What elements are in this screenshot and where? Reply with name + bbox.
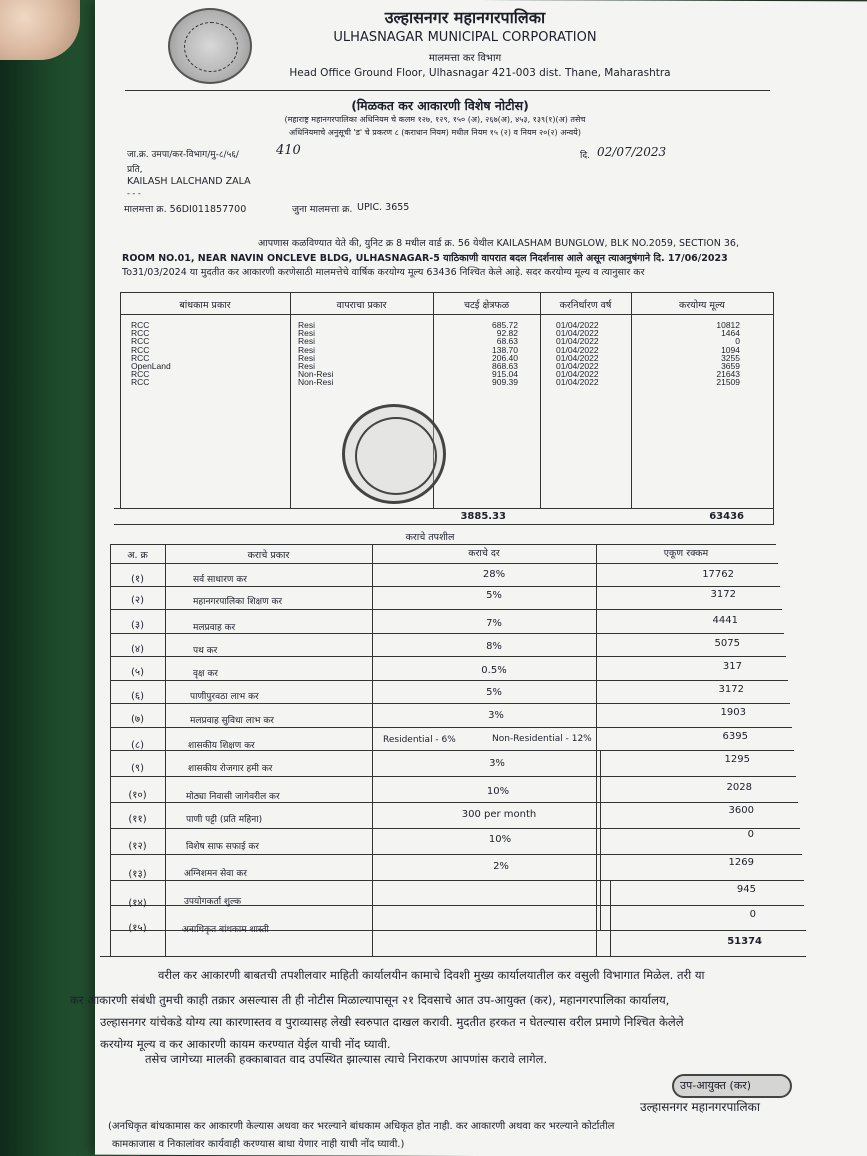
tax-row-name: मोठ्या निवासी जागेवरील कर	[186, 792, 280, 802]
total-area: 3885.33	[460, 511, 506, 522]
signatory-title: उप-आयुक्त (कर)	[680, 1079, 752, 1092]
tax-row-sr: (३)	[130, 620, 144, 631]
taxable-value-list: 10812 1464 0 1094 3255 3659 21643 21509	[716, 320, 740, 388]
body-line-1: आपणास कळविण्यात येते की, युनिट क्र 8 मधील वार्ड क्र. 56 येथील KAILASHAM BUNGLOW, BLK NO.2059, SECTION 36,	[258, 238, 740, 249]
tax-row-amount: 17762	[702, 569, 734, 580]
tax-row-amount: 1903	[720, 707, 746, 718]
tax-row-sr: (१३)	[128, 869, 147, 880]
tax-row-amount: 317	[722, 661, 742, 672]
construction-types-list: RCC RCC RCC RCC RCC OpenLand RCC RCC	[131, 320, 171, 388]
carpet-area-list: 685.72 92.82 68.63 138.70 206.40 868.63 915.04 909.39	[492, 320, 518, 388]
tax-row-sr: (४)	[130, 644, 144, 655]
tax-row-rate: 10%	[488, 834, 512, 845]
tax-row-sr: (१०)	[128, 790, 147, 801]
date-label: दि.	[580, 151, 590, 161]
tax-row-amount: 3172	[718, 684, 744, 695]
col-tax-rate: कराचे दर	[468, 548, 500, 559]
to-label: प्रति,	[127, 165, 143, 175]
tax-row-amount: 0	[749, 909, 756, 920]
tax-row-sr: (९)	[130, 763, 144, 774]
tax-row-amount: 0	[747, 829, 754, 840]
education-tax-nonresidential: Non-Residential - 12%	[492, 734, 592, 744]
office-address: Head Office Ground Floor, Ulhasnagar 421-003 dist. Thane, Maharashtra	[289, 67, 671, 79]
tax-row-name: महानगरपालिका शिक्षण कर	[193, 597, 283, 607]
tax-row-amount: 6395	[722, 731, 748, 742]
tax-row-rate: 5%	[486, 687, 502, 698]
tax-row-name: सर्व साधारण कर	[193, 575, 247, 585]
tax-row-rate: 8%	[486, 641, 502, 652]
tax-row-name: उपयोगकर्ता शुल्क	[184, 897, 241, 907]
body-line-2: ROOM NO.01, NEAR NAVIN ONCLEVE BLDG, ULHASNAGAR-5 याठिकाणी वापरात बदल निदर्शनास आले असून त्याअनुषंगाने दि. 17/06/2023	[122, 253, 728, 264]
tax-row-rate: 300 per month	[461, 809, 537, 820]
notice-subtitle-1: (महाराष्ट्र महानगरपालिका अधिनियम चे कलम १२७, १२९, १५० (अ), २६७(अ), ४५३, १३९(१)(अ) तसेच	[284, 115, 586, 124]
tax-row-name: अनाधिकृत बांधकाम शास्ती	[182, 925, 269, 935]
org-name-marathi: उल्हासनगर महानगरपालिका	[384, 8, 546, 27]
col-taxable-value: करयोग्य मूल्य	[679, 300, 725, 311]
org-name-english: ULHASNAGAR MUNICIPAL CORPORATION	[333, 30, 597, 45]
tax-row-sr: (११)	[128, 814, 147, 825]
total-taxable-value: 63436	[709, 511, 744, 522]
notice-date: 02/07/2023	[597, 145, 667, 159]
reference-number: 410	[276, 143, 301, 158]
footer-para-4: करयोग्य मूल्य व कर आकारणी कायम करण्यात येईल याची नोंद घ्यावी.	[100, 1037, 391, 1051]
footer-para-5: तसेच जागेच्या मालकी हक्काबावत वाद उपस्थित झाल्यास त्याचे निराकरण आपणांस करावे लागेल.	[145, 1052, 548, 1066]
tax-row-rate: 0.5%	[481, 665, 507, 676]
official-stamp-icon	[342, 404, 446, 504]
education-tax-residential: Residential - 6%	[383, 735, 456, 745]
tax-row-rate: 7%	[486, 618, 502, 629]
assessment-year-list: 01/04/2022 01/04/2022 01/04/2022 01/04/2022 01/04/2022 01/04/2022 01/04/2022 01/04/2022	[556, 320, 599, 388]
col-construction-type: बांधकाम प्रकार	[179, 300, 231, 311]
divider	[125, 90, 770, 91]
reference-label: जा.क्र. उमपा/कर-विभाग/मु-८/५६/	[127, 150, 239, 160]
corporation-seal-icon	[168, 8, 252, 84]
notice-title: (मिळकत कर आकारणी विशेष नोटीस)	[351, 98, 529, 113]
footer-para-2: कर आकारणी संबंधी तुमची काही तक्रार असल्यास ती ही नोटीस मिळाल्यापासून २१ दिवसाचे आत उप-आयुक्त (कर), महानगरपालिका कार्यालय,	[70, 993, 670, 1007]
tax-row-amount: 4441	[712, 615, 738, 626]
tax-row-sr: (१४)	[128, 898, 147, 909]
tax-row-sr: (५)	[130, 667, 144, 678]
tax-row-rate: 28%	[482, 569, 506, 580]
tax-row-name: मलप्रवाह कर	[193, 623, 236, 633]
tax-row-name: विशेष साफ सफाई कर	[186, 842, 259, 852]
tax-row-amount: 3600	[728, 805, 754, 816]
col-assessment-year: करनिर्धारण वर्ष	[559, 300, 612, 311]
tax-row-name: पथ कर	[193, 646, 218, 656]
col-total-amount: एकूण रक्कम	[663, 548, 709, 559]
tax-row-rate: 5%	[486, 590, 502, 601]
footer-para-3: उल्हासनगर यांचेकडे योग्य त्या कारणास्तव व पुराव्यासह लेखी स्वरुपात दाखल करावी. मुदतीत हरकत न घेतल्यास वरील प्रमाणे निश्चित केलेले	[100, 1015, 684, 1029]
col-carpet-area: चटई क्षेत्रफळ	[463, 300, 510, 311]
tax-row-sr: (२)	[130, 595, 144, 606]
tax-row-sr: (७)	[130, 714, 144, 725]
tax-row-name: शासकीय रोजगार हमी कर	[188, 764, 273, 774]
tax-row-sr: (१)	[130, 574, 144, 585]
tax-row-name: अग्निशमन सेवा कर	[184, 869, 247, 879]
department: मालमत्ता कर विभाग	[428, 53, 502, 64]
notice-subtitle-2: अधिनियमाचे अनुसूची 'ड' चे प्रकरण ८ (कराधान नियम) मधील नियम १५ (२) व नियम २०(२) अन्वये)	[289, 128, 581, 137]
col-tax-type: कराचे प्रकार	[247, 550, 290, 561]
tax-row-amount: 1295	[724, 754, 750, 765]
property-number: मालमत्ता क्र. 56DI011857700	[124, 204, 247, 215]
old-property-number: जुना मालमत्ता क्र.	[292, 204, 353, 215]
tax-row-rate: 2%	[493, 861, 509, 872]
col-usage-type: वापराचा प्रकार	[336, 300, 387, 311]
tax-row-amount: 1269	[728, 857, 754, 868]
tax-row-amount: 5075	[714, 638, 740, 649]
disclaimer-line-2: कामकाजास व निकालांवर कार्यवाही करण्यास बाधा येणार नाही याची नोंद घ्यावी.)	[112, 1139, 405, 1150]
address-placeholder: - - -	[127, 189, 141, 198]
tax-row-rate: 3%	[489, 758, 505, 769]
upic-number: UPIC. 3655	[357, 202, 410, 213]
tax-total-amount: 51374	[727, 936, 762, 947]
footer-para-1: वरील कर आकारणी बाबतची तपशीलवार माहिती कार्यालयीन कामाचे दिवशी मुख्य कार्यालयातील कर वसुली विभागात मिळेल. तरी या	[158, 968, 705, 982]
tax-row-sr: (८)	[130, 740, 144, 751]
body-line-3: To31/03/2024 या मुदतीत कर आकारणी करणेसाठी मालमत्तेचे वार्षिक करयोग्य मूल्य 63436 निश्चित केले आहे. सदर करयोग्य मूल्य व त्यानुसार कर	[122, 267, 645, 278]
owner-name: KAILASH LALCHAND ZALA	[127, 176, 251, 187]
tax-row-sr: (६)	[130, 691, 144, 702]
tax-row-sr: (१२)	[128, 841, 147, 852]
tax-row-name: पाणी पट्टी (प्रति महिना)	[186, 815, 263, 825]
tax-row-name: वृक्ष कर	[193, 669, 218, 679]
tax-table-caption: कराचे तपशील	[405, 532, 455, 543]
tax-row-rate: 3%	[488, 710, 504, 721]
tax-row-name: मलप्रवाह सुविधा लाभ कर	[190, 716, 274, 726]
tax-row-rate: 10%	[486, 786, 510, 797]
tax-row-amount: 945	[736, 884, 756, 895]
disclaimer-line-1: (अनधिकृत बांधकामास कर आकारणी केल्यास अथवा कर भरल्याने बांधकाम अधिकृत होत नाही. कर आकारणी अथवा कर भरल्याने कोर्टातील	[108, 1121, 615, 1132]
usage-types-list: Resi Resi Resi Resi Resi Resi Non-Resi Non-Resi	[298, 320, 334, 388]
tax-row-name: शासकीय शिक्षण कर	[188, 741, 255, 751]
tax-row-amount: 3172	[710, 589, 736, 600]
col-sr-no: अ. क्र	[127, 550, 148, 561]
tax-row-sr: (१५)	[128, 923, 147, 934]
tax-row-amount: 2028	[726, 782, 752, 793]
tax-row-name: पाणीपुरवठा लाभ कर	[190, 692, 259, 702]
signatory-org: उल्हासनगर महानगरपालिका	[640, 1100, 760, 1114]
